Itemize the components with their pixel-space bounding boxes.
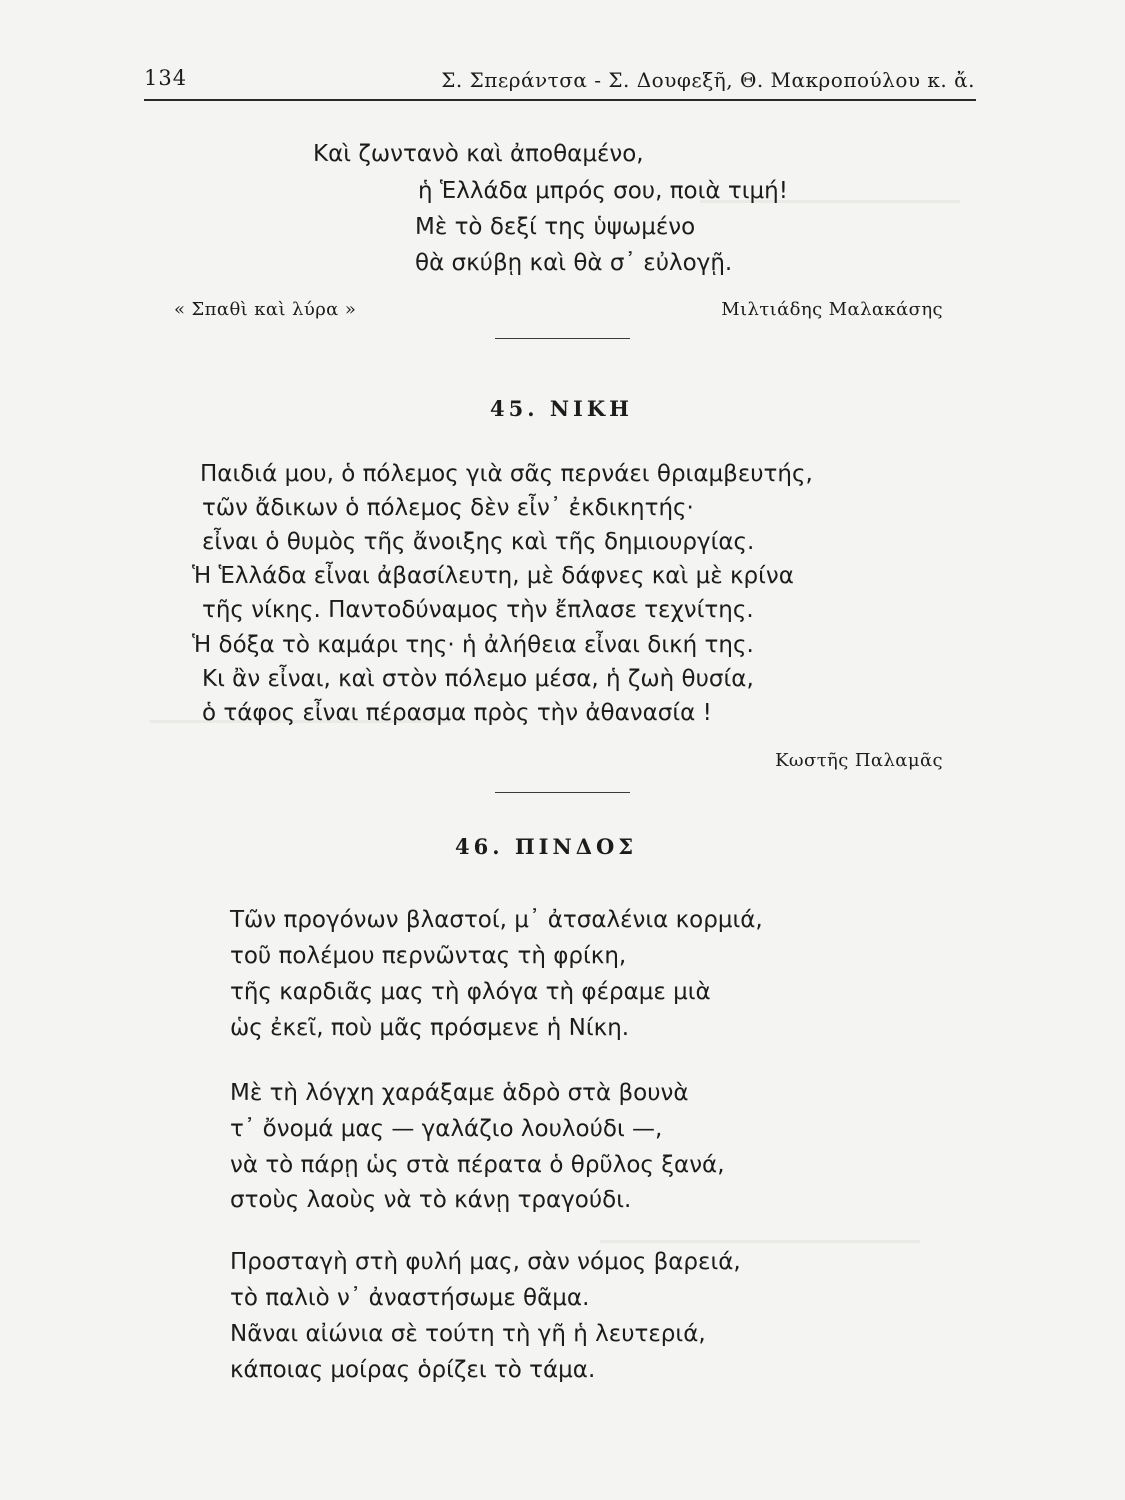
poem-title: 46. ΠΙΝΔΟΣ [455, 834, 638, 859]
running-title: Σ. Σπεράντσα - Σ. Δουφεξῆ, Θ. Μακροπούλου κ. ἄ. [441, 68, 975, 92]
verse-line: Μὲ τὴ λόγχη χαράξαμε ἁδρὸ στὰ βουνὰ [230, 1080, 689, 1106]
verse-line: τῶν ἄδικων ὁ πόλεμος δὲν εἶν᾽ ἐκδικητής· [202, 495, 694, 521]
verse-line: ὡς ἐκεῖ, ποὺ μᾶς πρόσμενε ἡ Νίκη. [230, 1015, 630, 1041]
poem-title: 45. ΝΙΚΗ [490, 396, 633, 421]
verse-line: Καὶ ζωντανὸ καὶ ἀποθαμένο, [313, 141, 644, 167]
poem-author: Κωστῆς Παλαμᾶς [775, 750, 943, 771]
section-divider [495, 792, 630, 793]
verse-line: στοὺς λαοὺς νὰ τὸ κάνῃ τραγούδι. [230, 1187, 632, 1213]
verse-line: Ἡ δόξα τὸ καμάρι της· ἡ ἀλήθεια εἶναι δική της. [192, 632, 754, 658]
verse-line: τὸ παλιὸ ν᾽ ἀναστήσωμε θᾶμα. [230, 1285, 590, 1311]
verse-line: Ἡ Ἑλλάδα εἶναι ἀβασίλευτη, μὲ δάφνες καὶ μὲ κρίνα [192, 563, 794, 589]
verse-line: εἶναι ὁ θυμὸς τῆς ἄνοιξης καὶ τῆς δημιουργίας. [202, 529, 755, 555]
bleed-through-shadow [600, 1240, 920, 1243]
verse-line: τ᾽ ὄνομά μας — γαλάζιο λουλούδι —, [230, 1116, 663, 1142]
verse-line: τῆς καρδιᾶς μας τὴ φλόγα τὴ φέραμε μιὰ [230, 979, 711, 1005]
poem-author: Μιλτιάδης Μαλακάσης [721, 299, 943, 320]
verse-line: ἡ Ἑλλάδα μπρός σου, ποιὰ τιμή! [418, 178, 788, 204]
verse-line: κάποιας μοίρας ὁρίζει τὸ τάμα. [230, 1357, 596, 1383]
verse-line: θὰ σκύβῃ καὶ θὰ σ᾽ εὐλογῇ. [415, 250, 733, 276]
verse-line: νὰ τὸ πάρῃ ὡς στὰ πέρατα ὁ θρῦλος ξανά, [230, 1152, 725, 1178]
verse-line: Μὲ τὸ δεξί της ὑψωμένο [415, 214, 696, 240]
verse-line: Νᾶναι αἰώνια σὲ τούτη τὴ γῆ ἡ λευτεριά, [230, 1321, 706, 1347]
verse-line: Παιδιά μου, ὁ πόλεμος γιὰ σᾶς περνάει θριαμβευτής, [200, 461, 813, 487]
verse-line: Κι ἂν εἶναι, καὶ στὸν πόλεμο μέσα, ἡ ζωὴ θυσία, [202, 666, 754, 692]
poem-source: « Σπαθὶ καὶ λύρα » [174, 299, 357, 320]
verse-line: τῆς νίκης. Παντοδύναμος τὴν ἔπλασε τεχνίτης. [202, 597, 754, 623]
verse-line: τοῦ πολέμου περνῶντας τὴ φρίκη, [230, 943, 627, 969]
header-rule [144, 99, 976, 101]
verse-line: Προσταγὴ στὴ φυλή μας, σὰν νόμος βαρειά, [230, 1249, 741, 1275]
verse-line: ὁ τάφος εἶναι πέρασμα πρὸς τὴν ἀθανασία ! [202, 700, 712, 726]
verse-line: Τῶν προγόνων βλαστοί, μ᾽ ἀτσαλένια κορμιά, [230, 907, 763, 933]
section-divider [495, 338, 630, 339]
page-number: 134 [144, 66, 188, 90]
